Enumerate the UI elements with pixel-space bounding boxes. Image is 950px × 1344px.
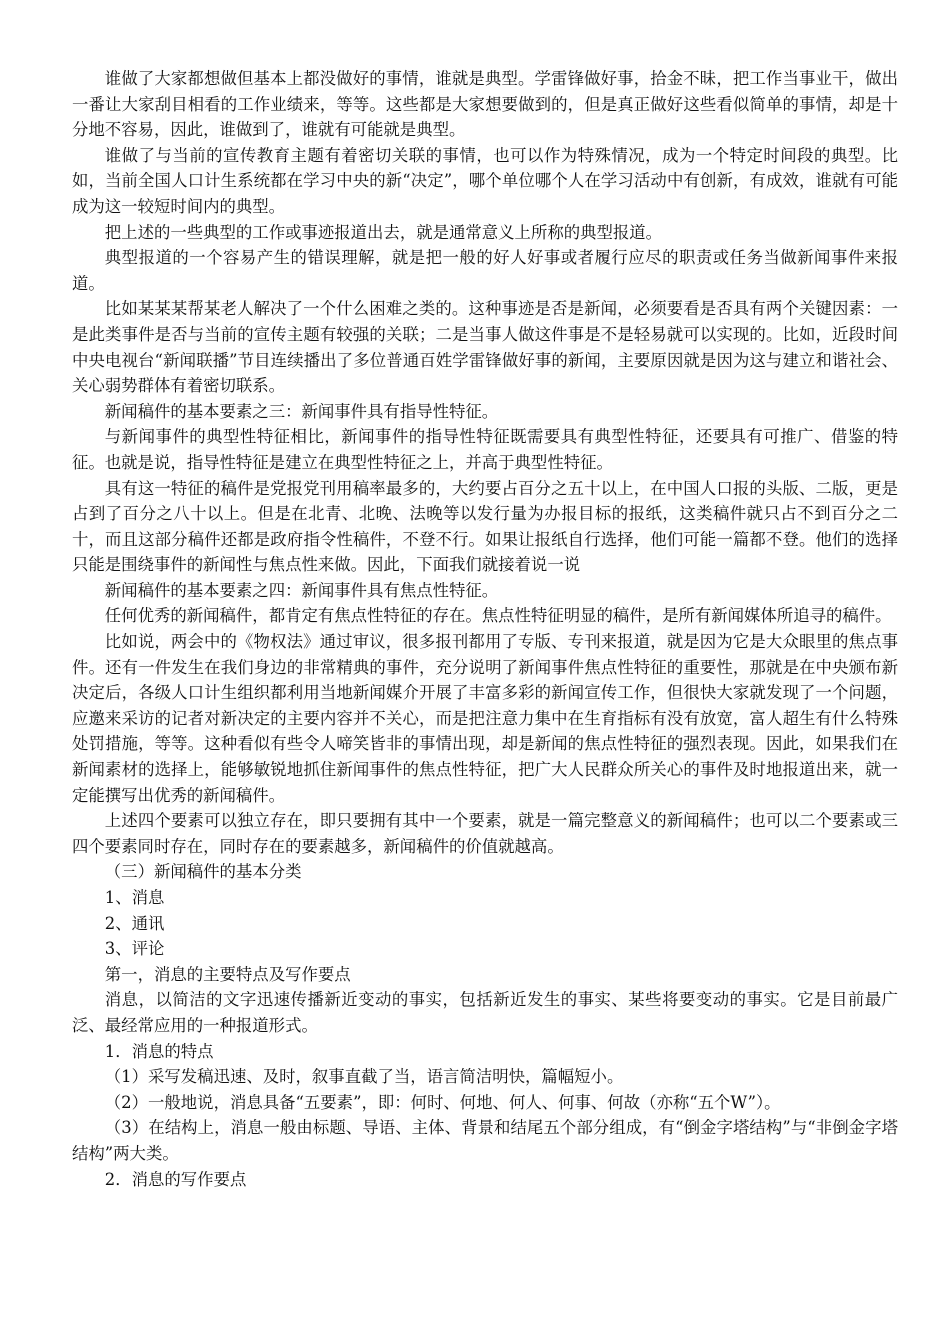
heading-element-four: 新闻稿件的基本要素之四：新闻事件具有焦点性特征。	[104, 580, 499, 600]
heading-news-features: 第一，消息的主要特点及写作要点	[104, 964, 351, 984]
paragraph-focus-example: 比如说，两会中的《物权法》通过审议，很多报刊都用了专版、专刊来报道，就是因为它是大众眼里的焦点事件。还有一件发生在我们身边的非常精典的事件，充分说明了新闻事件焦点性特征的重要性，那就是在中央颁布新决定后，各级人口计生组织都利用当地新闻媒介开展了丰富多彩的新闻宣传工作，但很快大家就发现了一个问题，应邀来采访的记者对新决定的主要内容并不关心，而是把注意力集中在生育指标有没有放宽，富人超生有什么特殊处罚措施，等等。这种看似有些令人啼笑皆非的事情出现，却是新闻的焦点性特征的强烈表现。因此，如果我们在新闻素材的选择上，能够敏锐地抓住新闻事件的焦点性特征，把广大人民群众所关心的事件及时地报道出来，就一定能撰写出优秀的新闻稿件。	[72, 632, 898, 805]
paragraph-typical-2: 谁做了与当前的宣传教育主题有着密切关联的事情，也可以作为特殊情况，成为一个特定时间段的典型。比如，当前全国人口计生系统都在学习中央的新“决定”，哪个单位哪个人在学习活动中有创新，有成效，谁就有可能成为这一较短时间内的典型。	[72, 145, 898, 216]
paragraph-four-elements: 上述四个要素可以独立存在，即只要拥有其中一个要素，就是一篇完整意义的新闻稿件；也可以二个要素或三四个要素同时存在，同时存在的要素越多，新闻稿件的价值就越高。	[72, 811, 898, 856]
paragraph-party-papers: 具有这一特征的稿件是党报党刊用稿率最多的，大约要占百分之五十以上，在中国人口报的头版、二版，更是占到了百分之八十以上。但是在北青、北晚、法晚等以发行量为办报目标的报纸，这类稿件就只占不到百分之二十，而且这部分稿件还都是政府指令性稿件，不登不行。如果让报纸自行选择，他们可能一篇都不登。他们的选择只能是围绕事件的新闻性与焦点性来做。因此，下面我们就接着说一说	[72, 478, 898, 575]
paragraph-typical-1: 谁做了大家都想做但基本上都没做好的事情，谁就是典型。学雷锋做好事，拾金不昧，把工作当事业干，做出一番让大家刮目相看的工作业绩来，等等。这些都是大家想要做到的，但是真正做好这些看似简单的事情，却是十分地不容易，因此，谁做到了，谁就有可能就是典型。	[72, 69, 898, 140]
paragraph-news-definition: 消息，以简洁的文字迅速传播新近变动的事实，包括新近发生的事实、某些将要变动的事实。它是目前最广泛、最经常应用的一种报道形式。	[72, 990, 898, 1035]
paragraph-typical-report: 把上述的一些典型的工作或事迹报道出去，就是通常意义上所称的典型报道。	[104, 222, 663, 242]
list-item-feature: 2、通讯	[104, 913, 165, 933]
paragraph-misunderstanding: 典型报道的一个容易产生的错误理解，就是把一般的好人好事或者履行应尽的职责或任务当做新闻事件来报道。	[72, 248, 898, 293]
paragraph-focus: 任何优秀的新闻稿件，都肯定有焦点性特征的存在。焦点性特征明显的稿件，是所有新闻媒体所追寻的稿件。	[104, 606, 892, 626]
paragraph-example: 比如某某某帮某老人解决了一个什么困难之类的。这种事迹是否是新闻，必须要看是否具有两个关键因素：一是此类事件是否与当前的宣传主题有较强的关联；二是当事人做这件事是不是轻易就可以实现的。比如，近段时间中央电视台“新闻联播”节目连续播出了多位普通百姓学雷锋做好事的新闻，主要原因就是因为这与建立和谐社会、关心弱势群体有着密切联系。	[72, 299, 898, 396]
heading-writing-points: 2．消息的写作要点	[104, 1169, 247, 1189]
paragraph-guidance: 与新闻事件的典型性特征相比，新闻事件的指导性特征既需要具有典型性特征，还要具有可推广、借鉴的特征。也就是说，指导性特征是建立在典型性特征之上，并高于典型性特征。	[72, 427, 898, 472]
heading-element-three: 新闻稿件的基本要素之三：新闻事件具有指导性特征。	[104, 401, 499, 421]
paragraph-characteristic-3: （3）在结构上，消息一般由标题、导语、主体、背景和结尾五个部分组成，有“倒金字塔结构”与“非倒金字塔结构”两大类。	[72, 1118, 898, 1163]
document-body	[72, 66, 898, 1192]
paragraph-characteristic-2: （2）一般地说，消息具备“五要素”，即：何时、何地、何人、何事、何故（亦称“五个W”）。	[104, 1092, 781, 1112]
paragraph-characteristic-1: （1）采写发稿迅速、及时，叙事直截了当，语言简洁明快，篇幅短小。	[104, 1067, 624, 1087]
list-item-news: 1、消息	[104, 888, 165, 907]
heading-classification: （三）新闻稿件的基本分类	[104, 862, 302, 882]
list-item-commentary: 3、评论	[104, 939, 165, 959]
heading-news-characteristics: 1．消息的特点	[104, 1041, 214, 1061]
